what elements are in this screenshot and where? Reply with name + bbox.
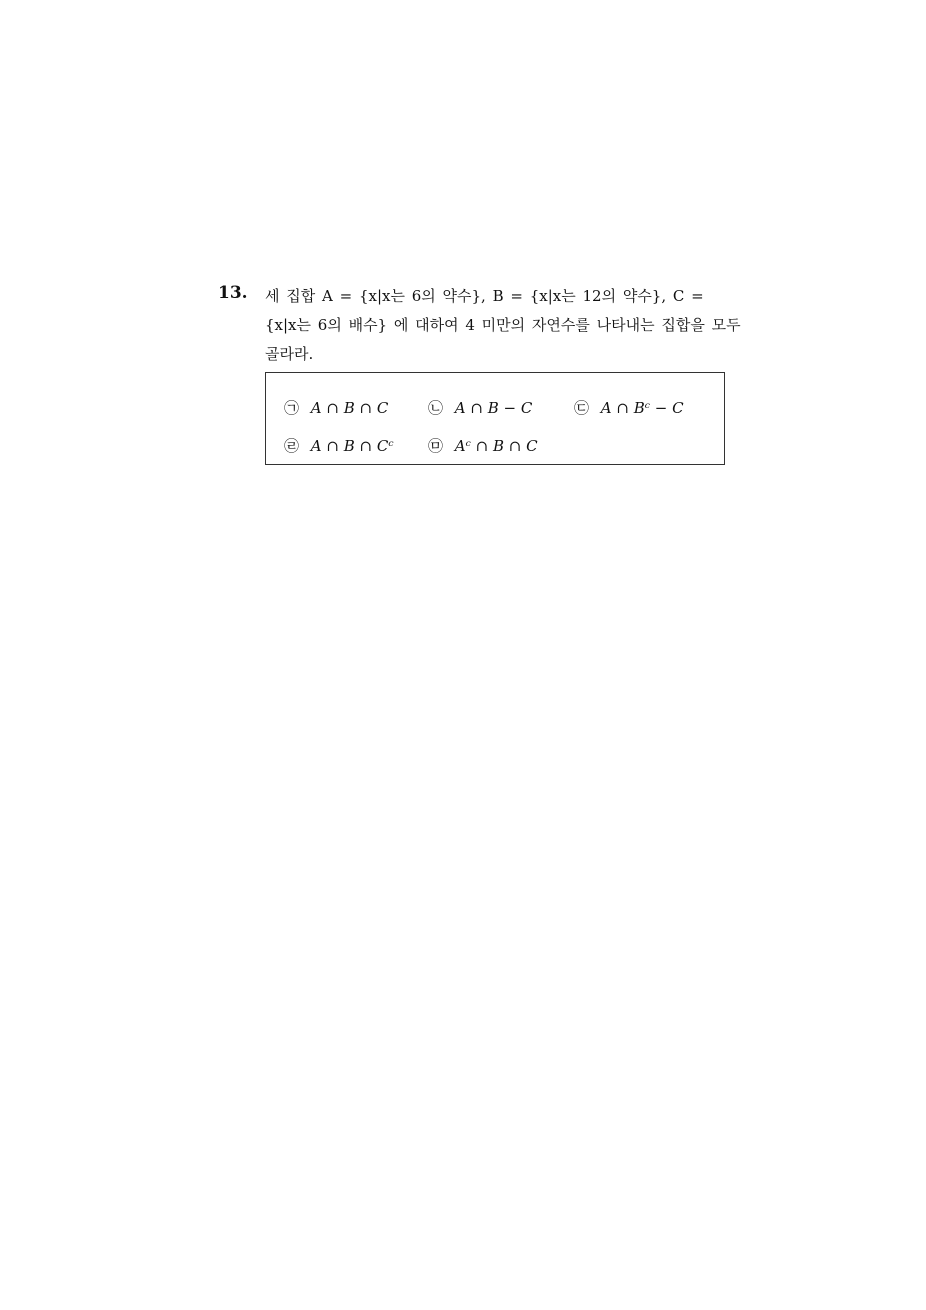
stem-line-1: 세 집합 A = {x|x는 6의 약수}, B = {x|x는 12의 약수}, C = <box>265 287 704 305</box>
stem-line-3: 골라라. <box>265 345 314 363</box>
choice-4-mark: ㉣ <box>284 437 300 455</box>
choice-5-expression: Aᶜ ∩ B ∩ C <box>454 437 538 455</box>
choice-3 <box>574 397 684 418</box>
question-stem <box>265 282 750 369</box>
choice-5 <box>428 435 538 456</box>
choice-1-mark: ㉠ <box>284 399 300 417</box>
choice-3-mark: ㉢ <box>574 399 590 417</box>
question-number: 13. <box>218 283 248 303</box>
choice-1-expression: A ∩ B ∩ C <box>310 399 389 417</box>
choice-2 <box>428 397 532 418</box>
choice-1 <box>284 397 388 418</box>
choice-3-expression: A ∩ Bᶜ − C <box>600 399 684 417</box>
choice-5-mark: ㉤ <box>428 437 444 455</box>
stem-line-2: {x|x는 6의 배수} 에 대하여 4 미만의 자연수를 나타내는 집합을 모두 <box>265 316 741 334</box>
choice-2-expression: A ∩ B − C <box>454 399 533 417</box>
choice-4 <box>284 435 394 456</box>
choice-2-mark: ㉡ <box>428 399 444 417</box>
choices-box <box>265 372 725 465</box>
choice-4-expression: A ∩ B ∩ Cᶜ <box>310 437 394 455</box>
